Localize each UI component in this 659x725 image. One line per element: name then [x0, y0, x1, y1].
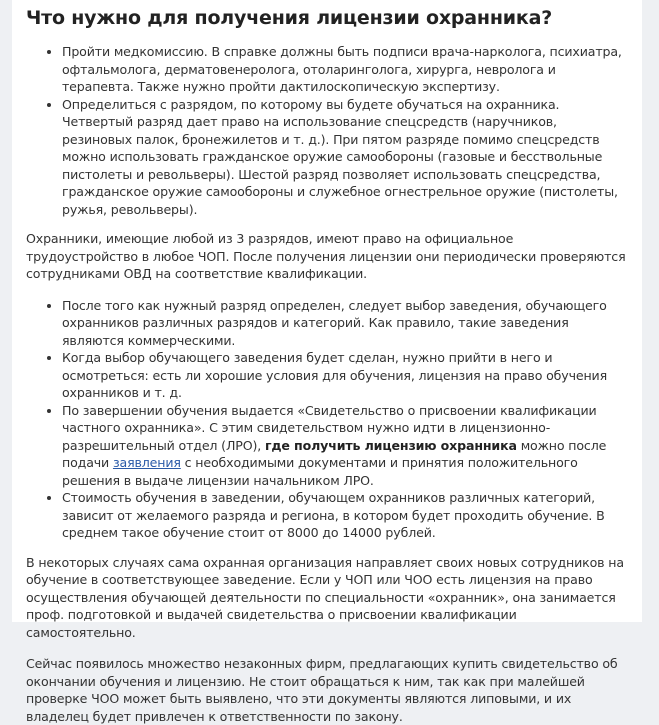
requirements-list — [26, 43, 628, 218]
list-item: • Пройти медкомиссию. В справке должны быть подписи врача-нарколога, психиатра, офтальмолога, дерматовенеролога, отоларинголога, хирурга, невролога и терапевта. Также нужно пройти дактилоскопическую экспертизу. — [62, 43, 628, 96]
application-link[interactable]: заявления — [112, 455, 181, 470]
list-item-text: с необходимыми документами и принятия положительного решения в выдаче лицензии начальником ЛРО. — [62, 455, 578, 488]
steps-list — [26, 297, 628, 542]
list-item-text: можно после подачи — [62, 437, 607, 470]
article-card — [12, 0, 642, 724]
list-item — [62, 402, 628, 490]
list-item: • Стоимость обучения в заведении, обучающем охранников различных категорий, зависит от желаемого разряда и региона, в котором будет проходить обучение. В среднем такое обучение стоит от 8000 до 14000 рублей. — [62, 489, 628, 542]
list-item: • После того как нужный разряд определен, следует выбор заведения, обучающего охранников различных разрядов и категорий. Как правило, такие заведения являются коммерческими. — [62, 297, 628, 350]
paragraph: В некоторых случаях сама охранная организация направляет своих новых сотрудников на обучение в соответствующее заведение. Если у ЧОП или ЧОО есть лицензия на право осуществления обучающей деятельности по специальности «охранник», она занимается проф. подготовкой и выдачей свидетельства о присвоении квалификации самостоятельно. — [26, 554, 624, 640]
list-item: • Определиться с разрядом, по которому вы будете обучаться на охранника. Четвертый разряд дает право на использование спецсредств (наручников, резиновых палок, бронежилетов и т. д.). При пятом разряде помимо спецсредств можно использовать гражданское оружие самообороны (газовые и бесствольные пистолеты и револьверы). Шестой разряд позволяет использовать спецсредства, гражданское оружие самообороны и служебное огнестрельное оружие (пистолеты, ружья, револьверы). — [62, 96, 628, 219]
paragraph: Сейчас появилось множество незаконных фирм, предлагающих купить свидетельство об окончании обучения и лицензию. Не стоит обращаться к ним, так как при малейшей проверке ЧОО может быть выявлено, что эти документы являются липовыми, и их владелец будет привлечен к ответственности по закону. — [26, 656, 618, 724]
article-title: Что нужно для получения лицензии охранника? — [26, 7, 553, 29]
paragraph: Охранники, имеющие любой из 3 разрядов, имеют право на официальное трудоустройство в любое ЧОП. После получения лицензии они периодически проверяются сотрудниками ОВД на соответствие квалификации. — [26, 231, 626, 281]
list-item-text: По завершении обучения выдается «Свидетельство о присвоении квалификации частного охранника». С этим свидетельством нужно идти в лицензионно-разрешительный отдел (ЛРО), — [62, 402, 597, 453]
list-item: • Когда выбор обучающего заведения будет сделан, нужно прийти в него и осмотреться: есть ли хорошие условия для обучения, лицензия на право обучения охранников и т. д. — [62, 349, 628, 402]
bold-phrase: где получить лицензию охранника — [264, 437, 517, 453]
